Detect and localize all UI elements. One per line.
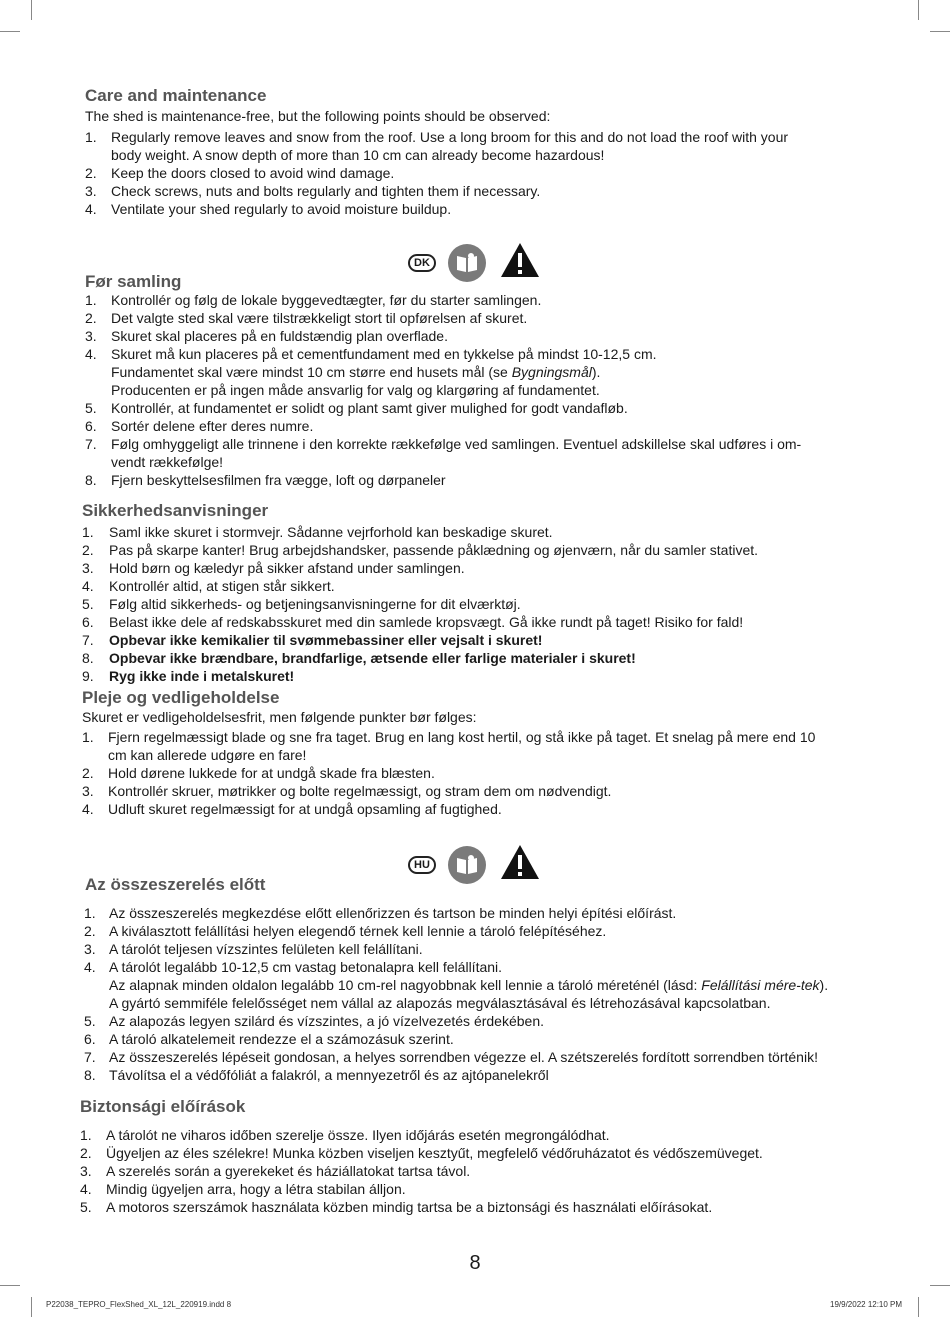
list-item	[84, 922, 884, 940]
care-heading: Care and maintenance	[85, 86, 267, 105]
list-text: Opbevar ikke brændbare, brandfarlige, ætsende eller farlige materialer i skuret!	[109, 650, 636, 666]
hu-list	[84, 904, 884, 1084]
list-number: 8.	[82, 650, 94, 666]
list-text: Regularly remove leaves and snow from the roof. Use a long broom for this and do not load the roof with your	[111, 129, 789, 145]
list-item	[85, 471, 885, 489]
list-text: A szerelés során a gyerekeket és háziállatokat tartsa távol.	[106, 1163, 471, 1179]
list-text: Ügyeljen az éles szélekre! Munka közben viseljen kesztyűt, megfelelő védőruházatot és védőszemüveget.	[106, 1145, 763, 1161]
list-number: 3.	[85, 183, 97, 199]
list-item	[85, 128, 885, 164]
list-number: 4.	[84, 959, 96, 975]
list-number: 9.	[82, 668, 94, 684]
list-number: 4.	[80, 1181, 92, 1197]
list-text: Saml ikke skuret i stormvejr. Sådanne vejrforhold kan beskadige skuret.	[109, 524, 553, 540]
list-number: 8.	[85, 472, 97, 488]
continuation-text: Az alapnak minden oldalon legalább 10 cm-rel nagyobbnak kell lennie a tároló méreténél (lásd:	[109, 977, 702, 993]
crop-mark	[930, 31, 950, 32]
list-continuation: Producenten er på ingen måde ansvarlig for valg og klargøring af fundamentet.	[111, 382, 600, 398]
dk-icon-row	[408, 242, 540, 283]
list-number: 1.	[82, 524, 94, 540]
list-number: 3.	[84, 941, 96, 957]
dk-care-list	[82, 728, 882, 818]
list-continuation	[108, 746, 882, 764]
list-text: Az összeszerelés lépéseit gondosan, a helyes sorrendben végezze el. A szétszerelés fordított sorrendben történik!	[109, 1049, 818, 1065]
list-text: Hold dørene lukkede for at undgå skade fra blæsten.	[108, 765, 435, 781]
list-item	[80, 1180, 880, 1198]
list-text: Skuret må kun placeres på et cementfundament med en tykkelse på mindst 10-12,5 cm.	[111, 346, 657, 362]
list-text: Az alapozás legyen szilárd és vízszintes, a jó vízelvezetés érdekében.	[109, 1013, 545, 1029]
continuation-text: Fundamentet skal være mindst 10 cm større end husets mål (se	[111, 364, 512, 380]
list-number: 2.	[85, 310, 97, 326]
list-number: 5.	[84, 1013, 96, 1029]
list-text: Hold børn og kæledyr på sikker afstand under samlingen.	[109, 560, 465, 576]
list-text: Az összeszerelés megkezdése előtt ellenőrizzen és tartson be minden helyi építési előírást.	[109, 905, 677, 921]
hu-safety-list	[80, 1126, 880, 1216]
list-item	[84, 1030, 884, 1048]
list-item	[85, 417, 885, 435]
hu-icon-row	[408, 844, 540, 885]
list-item	[84, 904, 884, 922]
dk-care-intro: Skuret er vedligeholdelsesfrit, men følgende punkter bør følges:	[82, 709, 477, 725]
care-intro: The shed is maintenance-free, but the following points should be observed:	[85, 108, 551, 124]
dk-list	[85, 291, 885, 489]
list-continuation	[111, 146, 885, 164]
list-item	[84, 940, 884, 958]
list-number: 6.	[82, 614, 94, 630]
list-item	[82, 559, 882, 577]
list-number: 5.	[80, 1199, 92, 1215]
dk-safety-heading: Sikkerhedsanvisninger	[82, 501, 269, 520]
list-text: A tárolót ne viharos időben szerelje össze. Ilyen időjárás esetén megrongálódhat.	[106, 1127, 610, 1143]
list-text: Check screws, nuts and bolts regularly and tighten them if necessary.	[111, 183, 541, 199]
list-text: Keep the doors closed to avoid wind damage.	[111, 165, 395, 181]
list-continuation	[111, 363, 885, 381]
list-number: 2.	[85, 165, 97, 181]
hu-language-badge: HU	[408, 856, 436, 874]
list-item	[84, 1066, 884, 1084]
warning-icon	[500, 242, 540, 283]
list-text: Kontrollér og følg de lokale byggevedtægter, før du starter samlingen.	[111, 292, 542, 308]
list-number: 6.	[84, 1031, 96, 1047]
continuation-italic: Felállítási mére-tek	[701, 977, 820, 993]
list-continuation: A gyártó semmiféle felelősséget nem vállal az alapozás megválasztásával és létrehozásával kapcsolatban.	[109, 995, 771, 1011]
list-number: 3.	[80, 1163, 92, 1179]
list-item	[82, 613, 882, 631]
hu-safety-heading: Biztonsági előírások	[80, 1097, 246, 1116]
list-text: Pas på skarpe kanter! Brug arbejdshandsker, passende påklædning og øjenværn, når du samler stativet.	[109, 542, 759, 558]
list-item	[85, 345, 885, 399]
list-item	[85, 327, 885, 345]
list-item	[85, 200, 885, 218]
footer-file: P22038_TEPRO_FlexShed_XL_12L_220919.indd 8	[46, 1300, 232, 1309]
crop-mark	[918, 0, 919, 20]
list-item	[84, 1048, 884, 1066]
crop-mark	[918, 1297, 919, 1317]
list-text: Kontrollér skruer, møtrikker og bolte regelmæssigt, og stram dem om nødvendigt.	[108, 783, 612, 799]
list-item	[82, 782, 882, 800]
list-text: Fjern beskyttelsesfilmen fra vægge, loft og dørpaneler	[111, 472, 446, 488]
list-text: Det valgte sted skal være tilstrækkeligt stort til opførelsen af skuret.	[111, 310, 528, 326]
read-manual-icon	[448, 244, 486, 282]
list-item	[82, 523, 882, 541]
crop-mark	[31, 0, 32, 20]
list-number: 2.	[82, 542, 94, 558]
list-text: Opbevar ikke kemikalier til svømmebassiner eller vejsalt i skuret!	[109, 632, 543, 648]
list-item	[82, 595, 882, 613]
list-text: Mindig ügyeljen arra, hogy a létra stabilan álljon.	[106, 1181, 406, 1197]
list-text: Sortér delene efter deres numre.	[111, 418, 314, 434]
list-continuation	[109, 976, 884, 994]
list-item	[84, 1012, 884, 1030]
warning-icon	[500, 844, 540, 885]
list-number: 1.	[85, 292, 97, 308]
page-number: 8	[469, 1252, 481, 1274]
list-number: 4.	[82, 578, 94, 594]
list-text: Følg omhyggeligt alle trinnene i den korrekte rækkefølge ved samlingen. Eventuel adskillelse skal udføres i om-	[111, 436, 802, 452]
list-text: A motoros szerszámok használata közben mindig tartsa be a biztonsági és használati előírásokat.	[106, 1199, 713, 1215]
list-text: A tárolót legalább 10-12,5 cm vastag betonalapra kell felállítani.	[109, 959, 503, 975]
read-manual-icon	[448, 846, 486, 884]
list-text: Kontrollér altid, at stigen står sikkert.	[109, 578, 335, 594]
list-number: 6.	[85, 418, 97, 434]
list-item	[82, 800, 882, 818]
list-text: Távolítsa el a védőfóliát a falakról, a mennyezetről és az ajtópanelekről	[109, 1067, 549, 1083]
list-number: 8.	[84, 1067, 96, 1083]
list-item	[85, 309, 885, 327]
crop-mark	[930, 1285, 950, 1286]
list-item	[80, 1162, 880, 1180]
list-item	[80, 1126, 880, 1144]
list-number: 1.	[80, 1127, 92, 1143]
continuation-end: ).	[591, 364, 601, 380]
list-text: Fjern regelmæssigt blade og sne fra taget. Brug en lang kost hertil, og stå ikke på taget. Et snelag på mere end 10	[108, 729, 816, 745]
list-number: 4.	[85, 201, 97, 217]
list-item	[82, 577, 882, 595]
list-number: 7.	[82, 632, 94, 648]
list-item	[85, 164, 885, 182]
list-item	[82, 541, 882, 559]
list-number: 3.	[82, 783, 94, 799]
list-text: Kontrollér, at fundamentet er solidt og plant samt giver mulighed for godt vandafløb.	[111, 400, 628, 416]
list-number: 3.	[82, 560, 94, 576]
list-item	[84, 958, 884, 1012]
list-text: Ventilate your shed regularly to avoid moisture buildup.	[111, 201, 452, 217]
list-number: 7.	[85, 436, 97, 452]
dk-heading: Før samling	[85, 272, 182, 291]
continuation-text: body weight. A snow depth of more than 10 cm can already become hazardous!	[111, 147, 605, 163]
crop-mark	[31, 1297, 32, 1317]
list-number: 1.	[82, 729, 94, 745]
list-text: A kiválasztott felállítási helyen elegendő térnek kell lennie a tároló felépítéséhez.	[109, 923, 607, 939]
list-text: Ryg ikke inde i metalskuret!	[109, 668, 295, 684]
dk-safety-list	[82, 523, 882, 685]
list-text: A tárolót teljesen vízszintes felületen kell felállítani.	[109, 941, 423, 957]
list-text: A tároló alkatelemeit rendezze el a számozásuk szerint.	[109, 1031, 454, 1047]
list-number: 2.	[82, 765, 94, 781]
list-text: Følg altid sikkerheds- og betjeningsanvisningerne for dit elværktøj.	[109, 596, 521, 612]
list-item	[82, 649, 882, 667]
list-number: 5.	[82, 596, 94, 612]
list-number: 1.	[85, 129, 97, 145]
continuation-text: vendt rækkefølge!	[111, 454, 224, 470]
list-number: 7.	[84, 1049, 96, 1065]
dk-language-badge: DK	[408, 254, 436, 272]
continuation-text: cm kan allerede udgøre en fare!	[108, 747, 307, 763]
list-item	[82, 764, 882, 782]
list-continuation	[111, 453, 885, 471]
list-number: 4.	[85, 346, 97, 362]
footer-datetime: 19/9/2022 12:10 PM	[830, 1300, 903, 1309]
continuation-italic: Bygningsmål	[511, 364, 592, 380]
care-list	[85, 128, 885, 218]
list-number: 2.	[84, 923, 96, 939]
list-item	[80, 1198, 880, 1216]
list-number: 5.	[85, 400, 97, 416]
list-item	[85, 435, 885, 471]
list-item	[85, 182, 885, 200]
crop-mark	[0, 1285, 20, 1286]
list-item	[82, 631, 882, 649]
list-text: Belast ikke dele af redskabsskuret med din samlede kropsvægt. Gå ikke rundt på taget! Risiko for fald!	[109, 614, 744, 630]
list-item	[82, 728, 882, 764]
list-item	[82, 667, 882, 685]
list-item	[85, 399, 885, 417]
hu-heading: Az összeszerelés előtt	[85, 875, 266, 894]
list-number: 2.	[80, 1145, 92, 1161]
continuation-end: ).	[819, 977, 829, 993]
list-text: Skuret skal placeres på en fuldstændig plan overflade.	[111, 328, 448, 344]
list-text: Udluft skuret regelmæssigt for at undgå opsamling af fugtighed.	[108, 801, 502, 817]
dk-care-heading: Pleje og vedligeholdelse	[82, 688, 280, 707]
list-item	[80, 1144, 880, 1162]
crop-mark	[0, 31, 20, 32]
list-number: 3.	[85, 328, 97, 344]
list-number: 1.	[84, 905, 96, 921]
list-item	[85, 291, 885, 309]
list-number: 4.	[82, 801, 94, 817]
